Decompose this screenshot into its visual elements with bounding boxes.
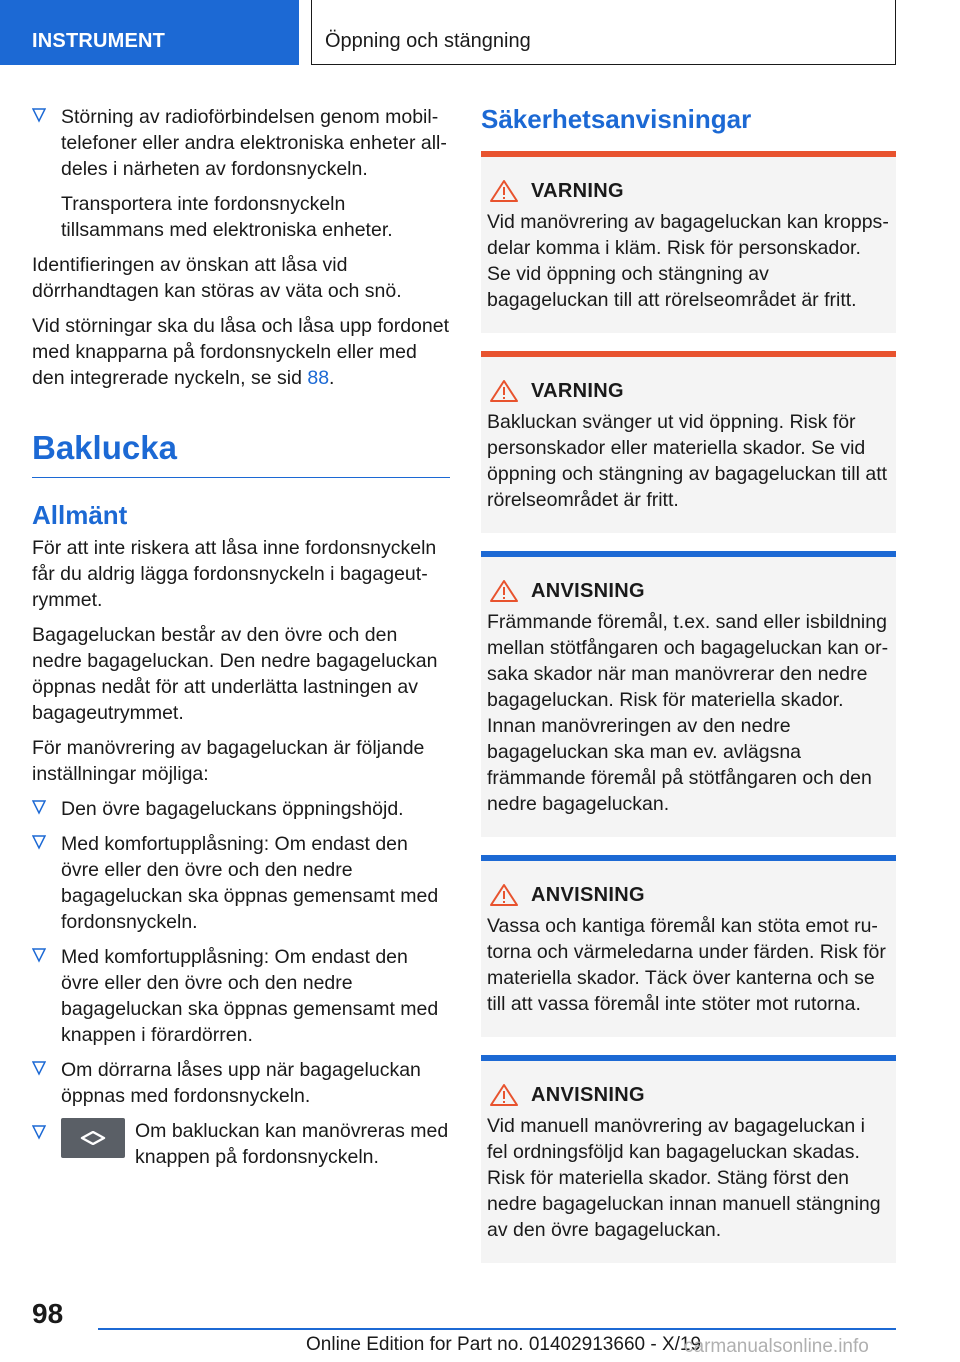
list-item-text: Om dörrarna låses upp när bagageluckan öppnas med fordonsnyckeln. (61, 1059, 421, 1107)
paragraph-text: Vid störningar ska du låsa och låsa upp fordonet med knapparna på fordonsnyckeln eller med den integrerade nyckeln, se sid (32, 315, 449, 389)
list-item (32, 104, 450, 182)
warning-box-title: VARNING (531, 179, 624, 202)
notice-box-title: ANVISNING (531, 883, 645, 906)
warning-box (481, 351, 896, 533)
warning-triangle-icon (489, 379, 519, 403)
triangle-bullet-icon (32, 834, 48, 854)
triangle-bullet-icon (32, 1121, 46, 1147)
paragraph: För att inte riskera att låsa inne fordonsnyckeln får du aldrig lägga fordonsnyckeln i bagageutrymmet. (32, 537, 437, 611)
notice-box (481, 855, 896, 1037)
footer-watermark: carmanualsonline.info (684, 1336, 869, 1357)
warning-triangle-icon (489, 179, 519, 203)
triangle-bullet-icon (32, 947, 48, 967)
footer-divider (98, 1328, 896, 1330)
list-item (32, 944, 450, 1048)
notice-box-text: Vassa och kantiga föremål kan stöta emot rutorna och värmeledarna under färden. Risk för materiella skador. Täck över kanterna och se till att vassa föremål inte stöter mot rutorna. (487, 915, 886, 1015)
list-item-text: Den övre bagageluckans öppningshöjd. (61, 798, 404, 820)
paragraph-text-end: . (329, 367, 335, 389)
warning-triangle-icon (489, 1083, 519, 1107)
list-item-text: Med komfortupplåsning: Om endast den övre eller den övre och den nedre bagageluckan ska öppnas gemensamt med knappen i förardörren. (61, 946, 439, 1046)
section-heading: Baklucka (32, 429, 450, 478)
header-chapter-title: Öppning och stängning (325, 30, 531, 52)
footer-edition: Online Edition for Part no. 01402913660 - X/19 (306, 1334, 702, 1355)
left-column (32, 104, 450, 1170)
notice-box-text: Främmande föremål, t.ex. sand eller isbildning mellan stötfångaren och bagageluckan kan orsaka skador när man manövrerar den nedre bagageluckan. Risk för materiella skador. Innan manövreringen av den nedre bagageluckan ska man ev. avlägsna främmande föremål på stötfångaren och den nedre bagageluckan. (487, 611, 889, 815)
triangle-bullet-icon (32, 1060, 48, 1080)
list-item (32, 1118, 450, 1170)
paragraph: Identifieringen av önskan att låsa vid dörrhandtagen kan störas av väta och snö. (32, 254, 402, 302)
right-column (481, 104, 896, 1281)
safety-heading: Säkerhetsanvisningar (481, 104, 752, 134)
paragraph (32, 313, 450, 391)
list-item-text: Om bakluckan kan manövreras med knappen på fordonsnyckeln. (135, 1120, 449, 1168)
notice-box (481, 551, 896, 837)
triangle-bullet-icon (32, 107, 48, 127)
paragraph: Bagageluckan består av den övre och den nedre bagageluckan. Den nedre bagageluckan öppnas nedåt för att underlätta lastningen av bagageutrymmet. (32, 624, 438, 724)
list-item-subtext: Transportera inte fordonsnyckeln tillsammans med elektroniska enheter. (61, 193, 393, 241)
triangle-bullet-icon (32, 799, 48, 819)
page-reference-link[interactable]: 88 (307, 367, 330, 389)
warning-box-text: Bakluckan svänger ut vid öppning. Risk för personskador eller materiella skador. Se vid öppning och stängning av bagageluckan till att rörelseområdet är fritt. (487, 411, 888, 511)
header-section-label: INSTRUMENT (32, 30, 166, 52)
warning-triangle-icon (489, 883, 519, 907)
paragraph: För manövrering av bagageluckan är följande inställningar möjliga: (32, 737, 425, 785)
tailgate-key-button-icon (61, 1118, 125, 1158)
warning-triangle-icon (489, 579, 519, 603)
page-number: 98 (32, 1298, 64, 1329)
list-item (32, 831, 450, 935)
list-item-text: Störning av radioförbindelsen genom mobiltelefoner eller andra elektroniska enheter alldeles i närheten av fordonsnyckeln. (61, 106, 447, 180)
list-item (32, 796, 450, 822)
list-item-text: Med komfortupplåsning: Om endast den övre eller den övre och den nedre bagageluckan ska öppnas gemensamt med fordonsnyckeln. (61, 833, 439, 933)
notice-box (481, 1055, 896, 1263)
warning-box-title: VARNING (531, 379, 624, 402)
notice-box-title: ANVISNING (531, 1083, 645, 1106)
warning-box (481, 151, 896, 333)
notice-box-text: Vid manuell manövrering av bagageluckan i fel ordningsföljd kan bagageluckan skadas. Risk för materiella skador. Stäng först den nedre bagageluckan innan manuell stängning av den övre bagageluckan. (487, 1115, 881, 1241)
subsection-heading: Allmänt (32, 500, 128, 530)
warning-box-text: Vid manövrering av bagageluckan kan kroppsdelar komma i kläm. Risk för personskador. Se vid öppning och stängning av bagageluckan till att rörelseområdet är fritt. (487, 211, 889, 311)
notice-box-title: ANVISNING (531, 579, 645, 602)
list-item (32, 1057, 450, 1109)
